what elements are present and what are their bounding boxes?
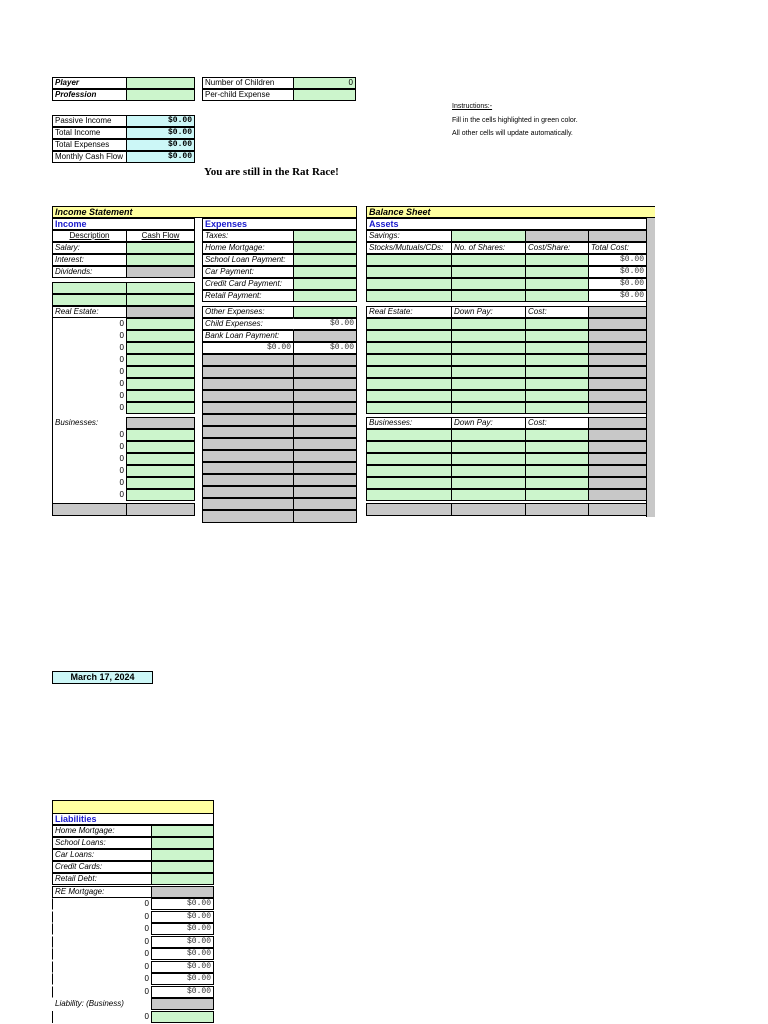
liab-re-row: 0 <box>52 973 152 985</box>
stock-total-cost: $0.00 <box>588 278 647 290</box>
re-asset-gray <box>588 390 647 402</box>
bank-loan-label: Bank Loan Payment: <box>202 330 294 342</box>
biz-income-cash[interactable] <box>126 429 195 441</box>
dividend-desc-2[interactable] <box>52 294 127 306</box>
liab-re-value: $0.00 <box>151 898 214 910</box>
total-cost-header: Total Cost: <box>588 242 647 254</box>
biz-asset-name[interactable] <box>366 477 452 489</box>
biz-asset-cost[interactable] <box>525 429 589 441</box>
expense-blank-row <box>202 438 294 450</box>
re-asset-name[interactable] <box>366 354 452 366</box>
re-asset-cost[interactable] <box>525 378 589 390</box>
expense-blank-row <box>202 414 294 426</box>
re-asset-cost[interactable] <box>525 366 589 378</box>
child-expenses-label: Child Expenses: <box>202 318 294 330</box>
re-asset-gray <box>588 354 647 366</box>
re-asset-down-pay[interactable] <box>451 342 526 354</box>
re-gray <box>588 306 647 318</box>
biz-asset-name[interactable] <box>366 489 452 501</box>
re-down-pay-header: Down Pay: <box>451 306 526 318</box>
real-estate-total <box>126 306 195 318</box>
expense-blank-row <box>293 438 357 450</box>
liab-re-row: 0 <box>52 923 152 935</box>
biz-asset-down-pay[interactable] <box>451 453 526 465</box>
stocks-label: Stocks/Mutuals/CDs: <box>366 242 452 254</box>
school-loan-label: School Loan Payment: <box>202 254 294 266</box>
credit-card-input[interactable] <box>293 278 357 290</box>
expense-blank-row <box>293 426 357 438</box>
biz-income-cash[interactable] <box>126 489 195 501</box>
businesses-total <box>126 417 195 429</box>
re-income-cash[interactable] <box>126 366 195 378</box>
re-income-cash[interactable] <box>126 354 195 366</box>
biz-asset-down-pay[interactable] <box>451 477 526 489</box>
expense-blank-row <box>202 474 294 486</box>
expense-blank-row <box>202 378 294 390</box>
expense-blank-row <box>293 498 357 510</box>
expense-blank-row <box>293 354 357 366</box>
liab-retail-debt-input[interactable] <box>151 873 214 885</box>
biz-asset-gray <box>588 465 647 477</box>
biz-income-desc: 0 <box>119 490 124 499</box>
biz-income-desc: 0 <box>119 466 124 475</box>
expense-blank-row <box>202 486 294 498</box>
stock-shares-input[interactable] <box>451 266 526 278</box>
liab-re-value: $0.00 <box>151 936 214 948</box>
re-income-desc: 0 <box>119 379 124 388</box>
liab-home-mortgage-label: Home Mortgage: <box>52 825 152 837</box>
re-asset-cost[interactable] <box>525 354 589 366</box>
balance-sheet-title: Balance Sheet <box>366 206 655 218</box>
cash-flow-header: Cash Flow <box>126 230 195 242</box>
re-income-cash[interactable] <box>126 402 195 414</box>
expense-blank-row <box>293 474 357 486</box>
biz-asset-down-pay[interactable] <box>451 429 526 441</box>
liabilities-header: Liabilities <box>52 813 214 825</box>
other-expenses-input[interactable] <box>293 306 357 318</box>
biz-asset-down-pay[interactable] <box>451 441 526 453</box>
re-asset-cost[interactable] <box>525 330 589 342</box>
liab-re-row: 0 <box>52 911 152 923</box>
expense-blank-row <box>202 354 294 366</box>
expense-blank-row <box>293 414 357 426</box>
expense-blank-row <box>293 402 357 414</box>
children-label: Number of Children <box>202 77 294 89</box>
biz-income-desc: 0 <box>119 478 124 487</box>
stock-cost-input[interactable] <box>525 254 589 266</box>
biz-asset-gray <box>588 453 647 465</box>
interest-label: Interest: <box>52 254 127 266</box>
assets-footer <box>525 503 589 516</box>
businesses-label: Businesses: <box>55 418 99 427</box>
liab-school-loans-label: School Loans: <box>52 837 152 849</box>
re-asset-down-pay[interactable] <box>451 390 526 402</box>
liab-business-total <box>151 998 214 1010</box>
bank-loan-input <box>293 330 357 342</box>
liab-re-value: $0.00 <box>151 911 214 923</box>
stock-name-input[interactable] <box>366 290 452 302</box>
dividend-cash-2[interactable] <box>126 294 195 306</box>
passive-income-value: $0.00 <box>126 115 195 127</box>
car-payment-input[interactable] <box>293 266 357 278</box>
expense-blank-row <box>202 462 294 474</box>
re-cost-header: Cost: <box>525 306 589 318</box>
expense-blank-row <box>202 426 294 438</box>
total-income-label: Total Income <box>52 127 127 139</box>
liab-re-mortgage-total <box>151 886 214 898</box>
profession-input[interactable] <box>126 89 195 101</box>
expense-blank-row <box>293 462 357 474</box>
re-asset-name[interactable] <box>366 402 452 414</box>
re-asset-down-pay[interactable] <box>451 378 526 390</box>
liab-business-row: 0 <box>52 1011 151 1023</box>
liab-car-loans-input[interactable] <box>151 849 214 861</box>
re-income-desc: 0 <box>119 343 124 352</box>
stock-total-cost: $0.00 <box>588 266 647 278</box>
biz-asset-name[interactable] <box>366 453 452 465</box>
biz-asset-cost[interactable] <box>525 465 589 477</box>
re-asset-down-pay[interactable] <box>451 402 526 414</box>
liab-re-value: $0.00 <box>151 961 214 973</box>
dividend-desc-1[interactable] <box>52 282 127 294</box>
player-input[interactable] <box>126 77 195 89</box>
cost-share-header: Cost/Share: <box>525 242 589 254</box>
expenses-header: Expenses <box>202 218 357 230</box>
cash-flow-value: $0.00 <box>126 151 195 163</box>
salary-input[interactable] <box>126 242 195 254</box>
re-asset-gray <box>588 330 647 342</box>
biz-asset-cost[interactable] <box>525 441 589 453</box>
biz-asset-gray <box>588 441 647 453</box>
liab-re-row: 0 <box>52 986 152 998</box>
taxes-input[interactable] <box>293 230 357 242</box>
stock-total-cost: $0.00 <box>588 254 647 266</box>
biz-asset-cost[interactable] <box>525 477 589 489</box>
description-header: Description <box>52 230 127 242</box>
liab-re-row: 0 <box>52 961 152 973</box>
liab-school-loans-input[interactable] <box>151 837 214 849</box>
liab-re-value: $0.00 <box>151 948 214 960</box>
player-label: Player <box>52 77 127 89</box>
expense-blank-row <box>293 450 357 462</box>
instructions-line-2: All other cells will update automatically. <box>452 130 573 137</box>
income-header: Income <box>52 218 195 230</box>
biz-asset-name[interactable] <box>366 465 452 477</box>
biz-asset-down-pay[interactable] <box>451 465 526 477</box>
stock-cost-input[interactable] <box>525 278 589 290</box>
interest-input[interactable] <box>126 254 195 266</box>
biz-income-cash[interactable] <box>126 441 195 453</box>
biz-down-pay-header: Down Pay: <box>451 417 526 429</box>
total-expenses-value: $0.00 <box>126 139 195 151</box>
biz-asset-name[interactable] <box>366 429 452 441</box>
expense-blank-row <box>293 486 357 498</box>
child-expenses-value: $0.00 <box>293 318 357 330</box>
re-asset-gray <box>588 366 647 378</box>
biz-income-cash[interactable] <box>126 477 195 489</box>
liab-business-input[interactable] <box>151 1011 214 1023</box>
expense-blank-row <box>202 510 294 523</box>
liab-car-loans-label: Car Loans: <box>52 849 152 861</box>
biz-income-desc: 0 <box>119 442 124 451</box>
expense-blank-row <box>293 390 357 402</box>
stock-cost-input[interactable] <box>525 266 589 278</box>
credit-card-label: Credit Card Payment: <box>202 278 294 290</box>
re-income-cash[interactable] <box>126 342 195 354</box>
stock-shares-input[interactable] <box>451 278 526 290</box>
home-mortgage-input[interactable] <box>293 242 357 254</box>
shares-header: No. of Shares: <box>451 242 526 254</box>
re-asset-down-pay[interactable] <box>451 330 526 342</box>
re-income-desc: 0 <box>119 391 124 400</box>
cash-flow-label: Monthly Cash Flow <box>52 151 127 163</box>
biz-income-desc: 0 <box>119 454 124 463</box>
re-asset-gray <box>588 378 647 390</box>
per-child-label: Per-child Expense <box>202 89 294 101</box>
income-statement-title: Income Statement <box>52 206 357 218</box>
stock-total-cost: $0.00 <box>588 290 647 302</box>
liab-re-row: 0 <box>52 948 152 960</box>
re-asset-down-pay[interactable] <box>451 318 526 330</box>
assets-footer <box>588 503 647 516</box>
re-income-desc: 0 <box>119 403 124 412</box>
instructions-line-1: Fill in the cells highlighted in green color. <box>452 117 578 124</box>
bank-loan-value-1: $0.00 <box>202 342 294 354</box>
date-display: March 17, 2024 <box>52 671 153 684</box>
re-asset-gray <box>588 318 647 330</box>
home-mortgage-label: Home Mortgage: <box>202 242 294 254</box>
liab-business-label: Liability: (Business) <box>55 999 124 1008</box>
biz-asset-down-pay[interactable] <box>451 489 526 501</box>
biz-asset-name[interactable] <box>366 441 452 453</box>
stock-shares-input[interactable] <box>451 254 526 266</box>
assets-header: Assets <box>366 218 647 230</box>
liab-re-mortgage-label: RE Mortgage: <box>52 886 152 898</box>
retail-payment-label: Retail Payment: <box>202 290 294 302</box>
re-income-cash[interactable] <box>126 390 195 402</box>
income-footer-left <box>52 503 127 516</box>
car-payment-label: Car Payment: <box>202 266 294 278</box>
biz-cost-header: Cost: <box>525 417 589 429</box>
stock-name-input[interactable] <box>366 254 452 266</box>
savings-gray-1 <box>525 230 589 242</box>
assets-footer <box>366 503 452 516</box>
other-expenses-label: Other Expenses: <box>202 306 294 318</box>
real-estate-label: Real Estate: <box>52 306 127 318</box>
re-income-desc: 0 <box>119 331 124 340</box>
stock-name-input[interactable] <box>366 278 452 290</box>
savings-input[interactable] <box>451 230 526 242</box>
re-asset-name[interactable] <box>366 378 452 390</box>
re-income-cash[interactable] <box>126 318 195 330</box>
biz-asset-cost[interactable] <box>525 453 589 465</box>
asset-businesses-label: Businesses: <box>366 417 452 429</box>
stock-name-input[interactable] <box>366 266 452 278</box>
biz-asset-gray <box>588 489 647 501</box>
expense-blank-row <box>202 366 294 378</box>
biz-asset-gray <box>588 477 647 489</box>
re-asset-gray <box>588 342 647 354</box>
liab-credit-cards-input[interactable] <box>151 861 214 873</box>
re-asset-name[interactable] <box>366 366 452 378</box>
salary-label: Salary: <box>52 242 127 254</box>
re-asset-name[interactable] <box>366 330 452 342</box>
savings-label: Savings: <box>366 230 452 242</box>
passive-income-label: Passive Income <box>52 115 127 127</box>
rat-race-status: You are still in the Rat Race! <box>204 166 339 178</box>
asset-real-estate-label: Real Estate: <box>366 306 452 318</box>
re-asset-cost[interactable] <box>525 318 589 330</box>
liab-retail-debt-label: Retail Debt: <box>52 873 152 885</box>
biz-income-desc: 0 <box>119 430 124 439</box>
expense-blank-row <box>202 402 294 414</box>
stock-cost-input[interactable] <box>525 290 589 302</box>
biz-income-cash[interactable] <box>126 453 195 465</box>
re-asset-cost[interactable] <box>525 342 589 354</box>
income-footer-right <box>126 503 195 516</box>
retail-payment-input[interactable] <box>293 290 357 302</box>
liab-re-value: $0.00 <box>151 973 214 985</box>
liab-re-value: $0.00 <box>151 986 214 998</box>
taxes-label: Taxes: <box>202 230 294 242</box>
expense-blank-row <box>202 498 294 510</box>
biz-asset-cost[interactable] <box>525 489 589 501</box>
expense-blank-row <box>202 450 294 462</box>
biz-income-cash[interactable] <box>126 465 195 477</box>
re-asset-down-pay[interactable] <box>451 354 526 366</box>
liab-home-mortgage-input[interactable] <box>151 825 214 837</box>
expense-blank-row <box>202 390 294 402</box>
re-income-desc: 0 <box>119 367 124 376</box>
liab-re-value: $0.00 <box>151 923 214 935</box>
re-asset-name[interactable] <box>366 342 452 354</box>
re-asset-name[interactable] <box>366 390 452 402</box>
stock-shares-input[interactable] <box>451 290 526 302</box>
re-income-desc: 0 <box>119 355 124 364</box>
expense-blank-row <box>293 510 357 523</box>
per-child-input[interactable] <box>293 89 356 101</box>
re-asset-cost[interactable] <box>525 390 589 402</box>
children-input[interactable]: 0 <box>293 77 356 89</box>
total-income-value: $0.00 <box>126 127 195 139</box>
bank-loan-value-2: $0.00 <box>293 342 357 354</box>
savings-gray-2 <box>588 230 647 242</box>
total-expenses-label: Total Expenses <box>52 139 127 151</box>
balance-sheet-edge <box>646 218 655 517</box>
instructions-title: Instructions:- <box>452 103 493 110</box>
profession-label: Profession <box>52 89 127 101</box>
re-income-cash[interactable] <box>126 378 195 390</box>
biz-asset-gray <box>588 429 647 441</box>
expense-blank-row <box>293 378 357 390</box>
re-asset-name[interactable] <box>366 318 452 330</box>
dividend-cash-1[interactable] <box>126 282 195 294</box>
school-loan-input[interactable] <box>293 254 357 266</box>
dividends-value <box>126 266 195 278</box>
re-asset-cost[interactable] <box>525 402 589 414</box>
dividends-label: Dividends: <box>52 266 127 278</box>
re-income-cash[interactable] <box>126 330 195 342</box>
liab-re-row: 0 <box>52 898 152 910</box>
re-asset-gray <box>588 402 647 414</box>
assets-footer <box>451 503 526 516</box>
liab-re-row: 0 <box>52 936 152 948</box>
expense-blank-row <box>293 366 357 378</box>
liabilities-title-bar <box>52 800 214 814</box>
liab-credit-cards-label: Credit Cards: <box>52 861 152 873</box>
biz-gray <box>588 417 647 429</box>
re-income-desc: 0 <box>119 319 124 328</box>
re-asset-down-pay[interactable] <box>451 366 526 378</box>
